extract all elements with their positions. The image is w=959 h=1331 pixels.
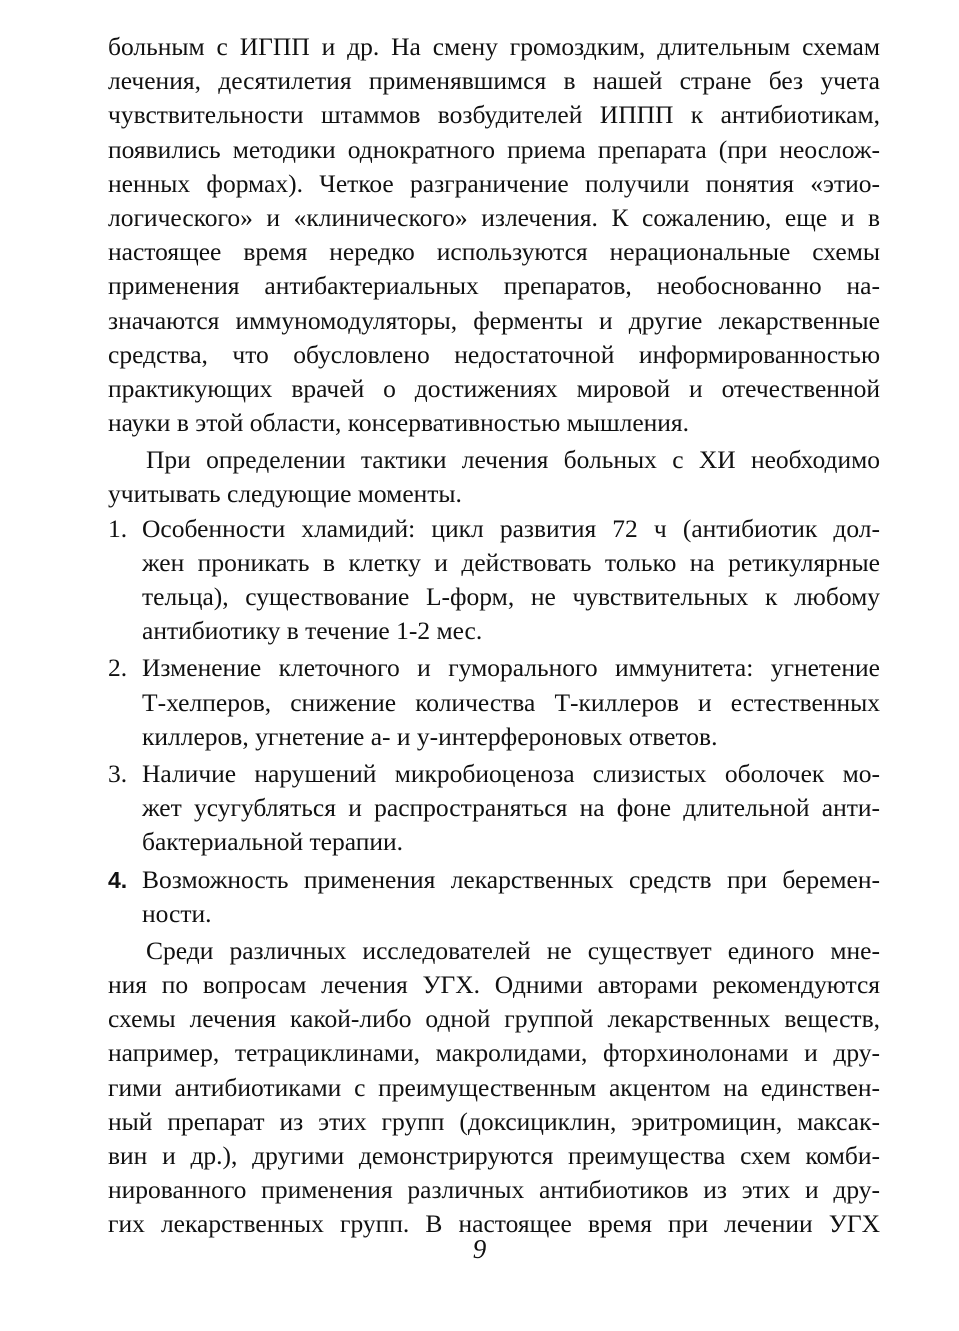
text-line: например, тетрациклинами, макролидами, фторхинолонами и дру- bbox=[108, 1038, 880, 1068]
text-line: При определении тактики лечения больных с ХИ необходимо bbox=[146, 445, 880, 475]
text-line: значаются иммуномодуляторы, ферменты и другие лекарственные bbox=[108, 305, 880, 335]
text-line: Возможность применения лекарственных средств при беремен- bbox=[142, 864, 880, 894]
list-item-number: 2. bbox=[108, 653, 128, 683]
text-line: применения антибактериальных препаратов, необоснованно на- bbox=[108, 271, 880, 301]
list-item bbox=[108, 512, 880, 649]
page-body bbox=[108, 30, 880, 1242]
page-number: 9 bbox=[472, 1234, 487, 1264]
paragraph-3 bbox=[108, 934, 880, 1242]
text-line: Особенности хламидий: цикл развития 72 ч (антибиотик дол- bbox=[142, 513, 880, 543]
text-line: науки в этой области, консервативностью мышления. bbox=[108, 408, 690, 438]
text-line: лечения, десятилетия применявшимся в нашей стране без учета bbox=[108, 66, 880, 96]
list-item-text bbox=[142, 651, 880, 754]
text-line: практикующих врачей о достижениях мировой и отечественной bbox=[108, 373, 880, 403]
list-item-text bbox=[142, 512, 880, 649]
text-line: вин и др.), другими демонстрируются преимущества схем комби- bbox=[108, 1141, 880, 1170]
text-line: ный препарат из этих групп (доксициклин, эритромицин, максак- bbox=[108, 1106, 880, 1136]
text-line: ненных формах). Четкое разграничение получили понятия «этио- bbox=[108, 168, 880, 198]
text-line: жен проникать в клетку и действовать только на ретикулярные bbox=[142, 547, 880, 577]
list-item bbox=[108, 863, 880, 931]
text-line: Т-хелперов, снижение количества Т-киллеров и естественных bbox=[142, 687, 880, 717]
text-line: появились методики однократного приема препарата (при неослож- bbox=[108, 134, 880, 164]
paragraph-2 bbox=[108, 443, 880, 511]
text-line: Изменение клеточного и гуморального иммунитета: угнетение bbox=[142, 653, 880, 683]
text-line: схемы лечения какой-либо одной группой лекарственных веществ, bbox=[108, 1004, 880, 1034]
text-line: логического» и «клинического» излечения. К сожалению, еще и в bbox=[108, 202, 880, 232]
text-line: гими антибиотиками с преимущественным акцентом на единствен- bbox=[108, 1072, 880, 1102]
text-line: киллеров, угнетение а- и у-интерфероновых ответов. bbox=[142, 721, 718, 751]
list-item bbox=[108, 651, 880, 754]
text-line: тельца), существование L-форм, не чувствительных к любому bbox=[142, 582, 880, 611]
text-line: Наличие нарушений микробиоценоза слизистых оболочек мо- bbox=[142, 758, 880, 788]
paragraph-1 bbox=[108, 30, 880, 440]
text-line: настоящее время нередко используются нерациональные схемы bbox=[108, 237, 880, 267]
text-line: жет усугубляться и распространяться на фоне длительной анти- bbox=[142, 793, 880, 823]
text-line: нированного применения различных антибиотиков из этих и дру- bbox=[108, 1175, 880, 1205]
text-line: чувствительности штаммов возбудителей ИППП к антибиотикам, bbox=[108, 100, 880, 130]
list-item-number: 3. bbox=[108, 758, 128, 788]
text-line: учитывать следующие моменты. bbox=[108, 479, 462, 509]
text-line: больным с ИГПП и др. На смену громоздким, длительным схемам bbox=[108, 32, 880, 61]
list-item bbox=[108, 757, 880, 860]
numbered-list bbox=[108, 512, 880, 931]
list-item-number: 1. bbox=[108, 513, 128, 543]
text-line: ния по вопросам лечения УГХ. Одними авторами рекомендуются bbox=[108, 970, 880, 1000]
list-item-text bbox=[142, 757, 880, 860]
text-line: антибиотику в течение 1-2 мес. bbox=[142, 616, 483, 646]
list-item-number: 4. bbox=[108, 866, 128, 893]
list-item-text bbox=[142, 863, 880, 931]
text-line: ности. bbox=[142, 898, 212, 928]
text-line: бактериальной терапии. bbox=[142, 827, 404, 857]
text-line: Среди различных исследователей не существует единого мне- bbox=[146, 935, 880, 965]
text-line: средства, что обусловлено недостаточной информированностью bbox=[108, 339, 880, 369]
text-line: гих лекарственных групп. В настоящее время при лечении УГХ bbox=[108, 1209, 880, 1239]
